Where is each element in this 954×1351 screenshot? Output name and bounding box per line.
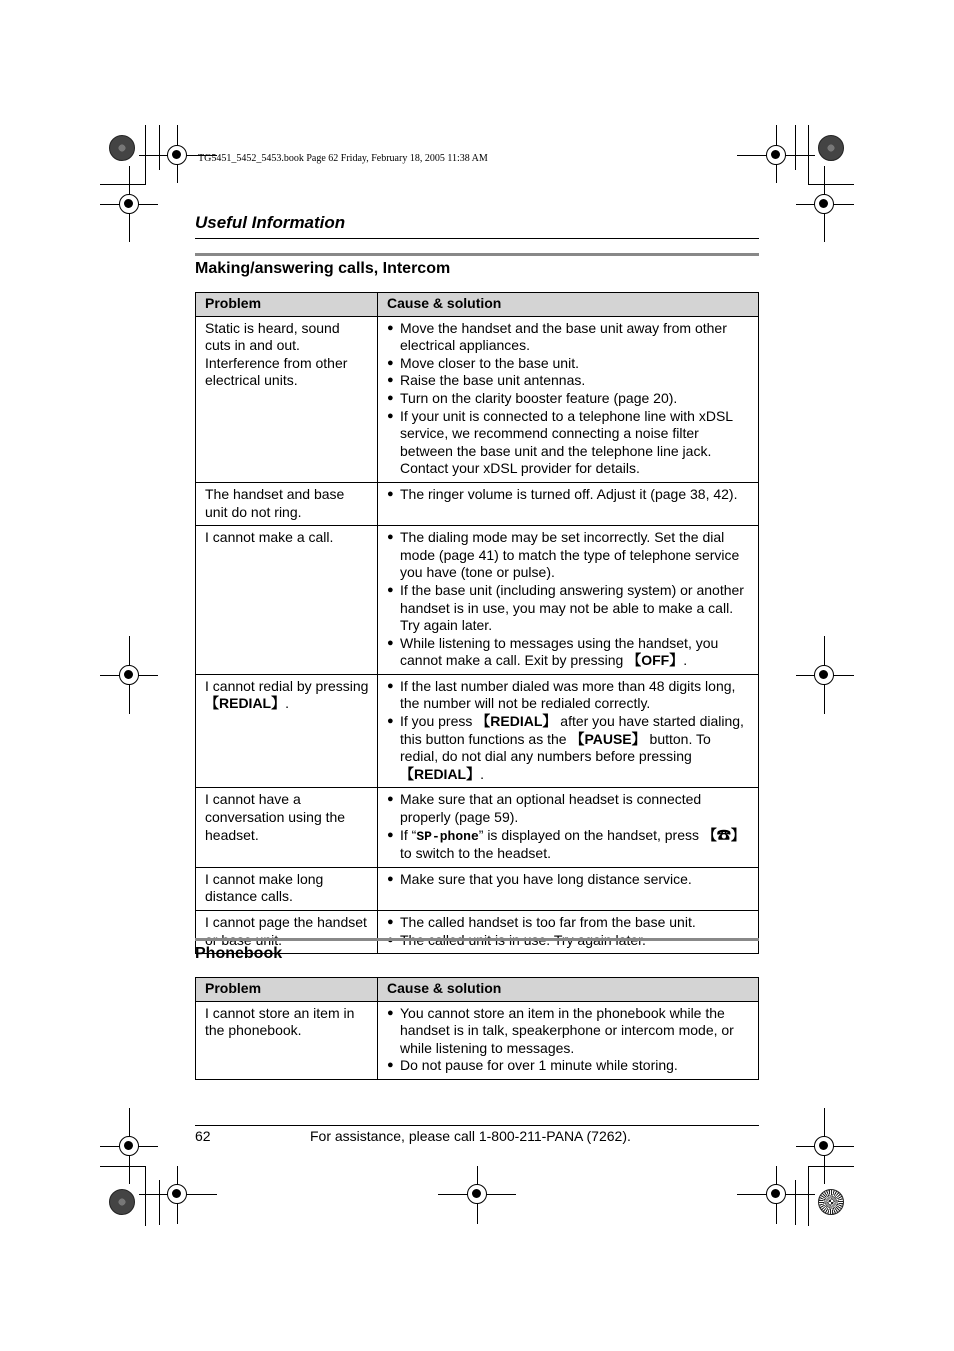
troubleshooting-table [195, 292, 759, 954]
button-key-label: 【PAUSE】 [570, 730, 646, 747]
registration-mark-icon [119, 665, 139, 685]
registration-mark-icon [814, 1136, 834, 1156]
problem-cell: The handset and base unit do not ring. [196, 482, 378, 525]
color-registration-rosette [109, 1189, 135, 1215]
solution-cell [378, 674, 759, 788]
crop-line [100, 1166, 146, 1167]
problem-cell: I cannot make long distance calls. [196, 867, 378, 910]
button-key-label: 【REDIAL】 [205, 695, 286, 712]
button-key-label: 【☎】 [702, 826, 745, 843]
column-header-problem: Problem [196, 293, 378, 317]
table-row [196, 1001, 759, 1079]
crop-line [145, 1166, 146, 1226]
solution-cell [378, 526, 759, 675]
solution-item: ● The called handset is too far from the base unit. [387, 914, 750, 932]
color-registration-rosette [818, 135, 844, 161]
troubleshooting-table [195, 977, 759, 1080]
column-header-problem: Problem [196, 978, 378, 1002]
crop-line [159, 125, 160, 170]
solution-item: ● Make sure that an optional headset is connected properly (page 59). [387, 791, 750, 826]
solution-item: ● If “SP-phone” is displayed on the handset, press 【☎】 to switch to the headset. [387, 827, 750, 863]
solution-cell [378, 316, 759, 482]
crop-line [795, 125, 796, 170]
table-row [196, 788, 759, 867]
crop-line [100, 184, 146, 185]
problem-cell: I cannot have a conversation using the headset. [196, 788, 378, 867]
file-header: TG5451_5452_5453.book Page 62 Friday, February 18, 2005 11:38 AM [198, 153, 488, 164]
column-header-cause-solution: Cause & solution [378, 978, 759, 1002]
section-divider [195, 253, 759, 256]
display-text: SP-phone [416, 828, 479, 844]
registration-mark-icon [119, 194, 139, 214]
solution-item: ● If your unit is connected to a telephone line with xDSL service, we recommend connecting a noise filter between the base unit and the telephone line jack. Contact your xDSL provider for details. [387, 408, 750, 478]
section-header: Useful Information [195, 213, 346, 232]
problem-cell: I cannot make a call. [196, 526, 378, 675]
registration-mark-icon [119, 1136, 139, 1156]
column-header-cause-solution: Cause & solution [378, 293, 759, 317]
color-registration-rosette [818, 1189, 844, 1215]
solution-item: ● Make sure that you have long distance service. [387, 871, 750, 889]
button-key-label: 【REDIAL】 [400, 765, 481, 782]
section-title: Phonebook [195, 945, 283, 962]
solution-item: ● If the base unit (including answering system) or another handset is in use, you may not be able to make a call. Try again later. [387, 582, 750, 635]
solution-cell [378, 482, 759, 525]
section-title: Making/answering calls, Intercom [195, 260, 451, 277]
problem-cell: I cannot redial by pressing 【REDIAL】. [196, 674, 378, 788]
solution-item: ● The ringer volume is turned off. Adjust it (page 38, 42). [387, 486, 750, 504]
registration-mark-icon [467, 1184, 487, 1204]
solution-item: ● The dialing mode may be set incorrectly. Set the dial mode (page 41) to match the type of telephone service you have (tone or pulse). [387, 529, 750, 582]
table-row [196, 482, 759, 525]
registration-mark-icon [167, 1184, 187, 1204]
solution-item: ● Raise the base unit antennas. [387, 372, 750, 390]
solution-item: ● You cannot store an item in the phonebook while the handset is in talk, speakerphone or intercom mode, or while listening to messages. [387, 1005, 750, 1058]
solution-item: ● Move closer to the base unit. [387, 355, 750, 373]
button-key-label: 【REDIAL】 [476, 713, 557, 730]
solution-cell [378, 1001, 759, 1079]
problem-cell: I cannot store an item in the phonebook. [196, 1001, 378, 1079]
solution-item: ● Move the handset and the base unit away from other electrical appliances. [387, 320, 750, 355]
solution-item: ● While listening to messages using the handset, you cannot make a call. Exit by pressing 【OFF】. [387, 635, 750, 670]
crop-line [808, 1166, 854, 1167]
crop-line [159, 1180, 160, 1225]
table-header-row [196, 293, 759, 317]
table-row [196, 867, 759, 910]
problem-cell: Static is heard, sound cuts in and out. Interference from other electrical units. [196, 316, 378, 482]
page-number: 62 [195, 1128, 211, 1144]
table-row [196, 526, 759, 675]
crop-line [808, 1166, 809, 1226]
registration-mark-icon [814, 665, 834, 685]
table-row [196, 316, 759, 482]
button-key-label: 【OFF】 [627, 652, 684, 669]
solution-item: ● If the last number dialed was more than 48 digits long, the number will not be redialed correctly. [387, 678, 750, 713]
problem-cell: I cannot page the handset [196, 911, 378, 954]
footer-rule [195, 1125, 759, 1126]
registration-mark-icon [167, 145, 187, 165]
solution-item: ● Do not pause for over 1 minute while storing. [387, 1057, 750, 1075]
solution-item: ● Turn on the clarity booster feature (page 20). [387, 390, 750, 408]
solution-cell [378, 788, 759, 867]
section-divider [195, 938, 759, 941]
solution-cell [378, 867, 759, 910]
crop-line [808, 184, 854, 185]
assistance-text: For assistance, please call 1-800-211-PANA (7262). [310, 1128, 631, 1144]
table-row [196, 674, 759, 788]
section-header-rule [195, 238, 759, 239]
crop-line [795, 1180, 796, 1225]
registration-mark-icon [814, 194, 834, 214]
registration-mark-icon [766, 145, 786, 165]
solution-cell [378, 911, 759, 954]
solution-item: ● If you press 【REDIAL】 after you have started dialing, this button functions as the 【PAUSE】 button. To redial, do not dial any numbers before pressing 【REDIAL】. [387, 713, 750, 783]
color-registration-rosette [109, 135, 135, 161]
table-header-row [196, 978, 759, 1002]
registration-mark-icon [766, 1184, 786, 1204]
